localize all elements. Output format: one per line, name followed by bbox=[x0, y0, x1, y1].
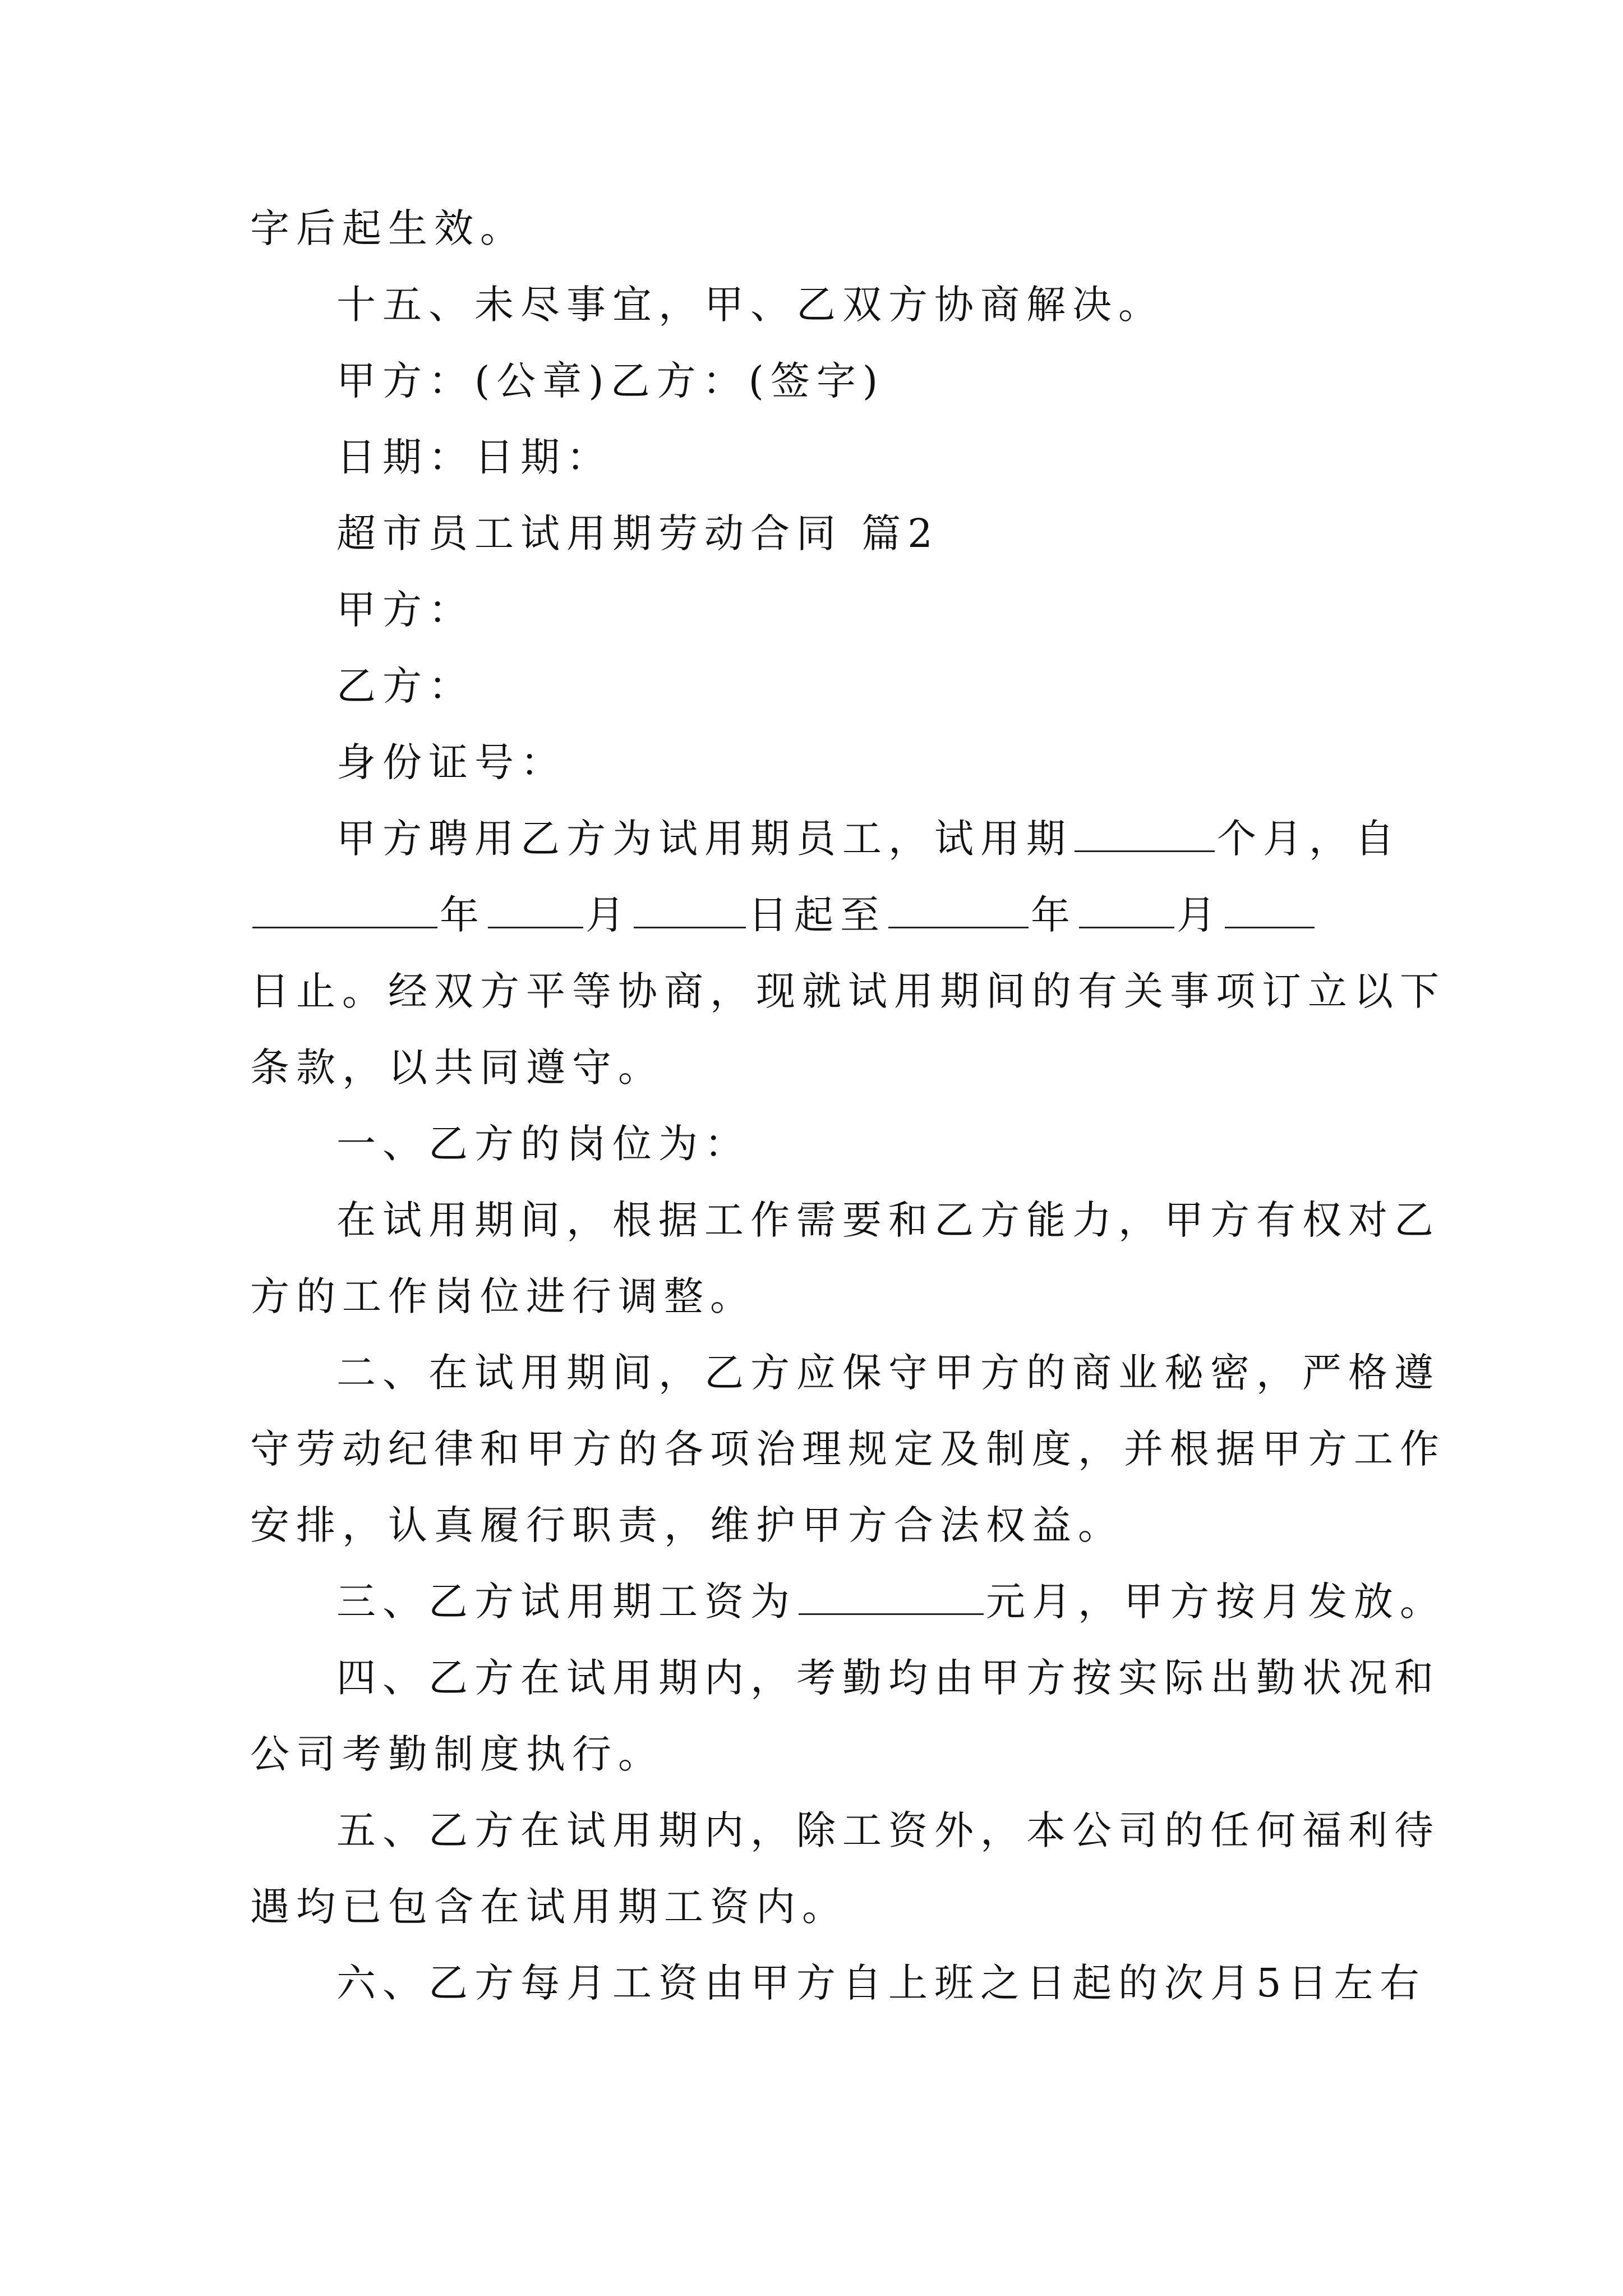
text-line: 在试用期间，根据工作需要和乙方能力，甲方有权对乙 bbox=[336, 1197, 1440, 1243]
text-segment: 月 bbox=[1177, 892, 1223, 938]
text-line: 四、乙方在试用期内，考勤均由甲方按实际出勤状况和 bbox=[336, 1655, 1440, 1701]
fill-blank bbox=[634, 887, 746, 928]
text-segment: 甲方聘用乙方为试用期员工，试用期 bbox=[336, 816, 1072, 862]
text-line: 方的工作岗位进行调整。 bbox=[250, 1273, 756, 1319]
text-line bbox=[336, 808, 1401, 869]
text-line: 甲方：(公章)乙方：(签字) bbox=[336, 358, 885, 404]
text-segment: 年 bbox=[440, 892, 486, 938]
text-segment: 三、乙方试用期工资为 bbox=[336, 1579, 796, 1625]
text-line: 条款，以共同遵守。 bbox=[250, 1045, 664, 1091]
text-line: 安排，认真履行职责，维护甲方合法权益。 bbox=[250, 1502, 1124, 1548]
text-line: 五、乙方在试用期内，除工资外，本公司的任何福利待 bbox=[336, 1807, 1440, 1853]
section-heading: 超市员工试用期劳动合同 篇2 bbox=[336, 510, 939, 556]
text-segment: 元月，甲方按月发放。 bbox=[986, 1579, 1446, 1625]
text-segment: 年 bbox=[1031, 892, 1077, 938]
fill-blank bbox=[1075, 811, 1215, 852]
text-line: 乙方： bbox=[336, 663, 474, 709]
text-segment: 个月，自 bbox=[1217, 816, 1401, 862]
text-line: 字后起生效。 bbox=[250, 205, 526, 251]
text-line bbox=[250, 884, 1377, 946]
text-line: 十五、未尽事宜，甲、乙双方协商解决。 bbox=[336, 282, 1164, 328]
fill-blank bbox=[1225, 887, 1315, 928]
fill-blank bbox=[252, 887, 437, 928]
fill-blank bbox=[799, 1574, 984, 1615]
text-line: 六、乙方每月工资由甲方自上班之日起的次月5日左右 bbox=[336, 1960, 1426, 2006]
text-line: 遇均已包含在试用期工资内。 bbox=[250, 1884, 848, 1930]
fill-blank bbox=[488, 887, 583, 928]
fill-blank bbox=[1079, 887, 1174, 928]
text-line: 甲方： bbox=[336, 587, 474, 633]
fill-blank bbox=[888, 887, 1029, 928]
text-line bbox=[336, 1571, 1446, 1632]
text-segment: 日起至 bbox=[748, 892, 886, 938]
text-line: 一、乙方的岗位为： bbox=[336, 1121, 750, 1167]
text-line: 二、在试用期间，乙方应保守甲方的商业秘密，严格遵 bbox=[336, 1350, 1440, 1396]
text-line: 守劳动纪律和甲方的各项治理规定及制度，并根据甲方工作 bbox=[250, 1426, 1446, 1472]
text-line: 公司考勤制度执行。 bbox=[250, 1731, 664, 1777]
text-line: 身份证号： bbox=[336, 739, 566, 785]
text-segment: 月 bbox=[585, 892, 631, 938]
text-line: 日期：日期： bbox=[336, 434, 612, 480]
text-line: 日止。经双方平等协商，现就试用期间的有关事项订立以下 bbox=[250, 968, 1446, 1014]
